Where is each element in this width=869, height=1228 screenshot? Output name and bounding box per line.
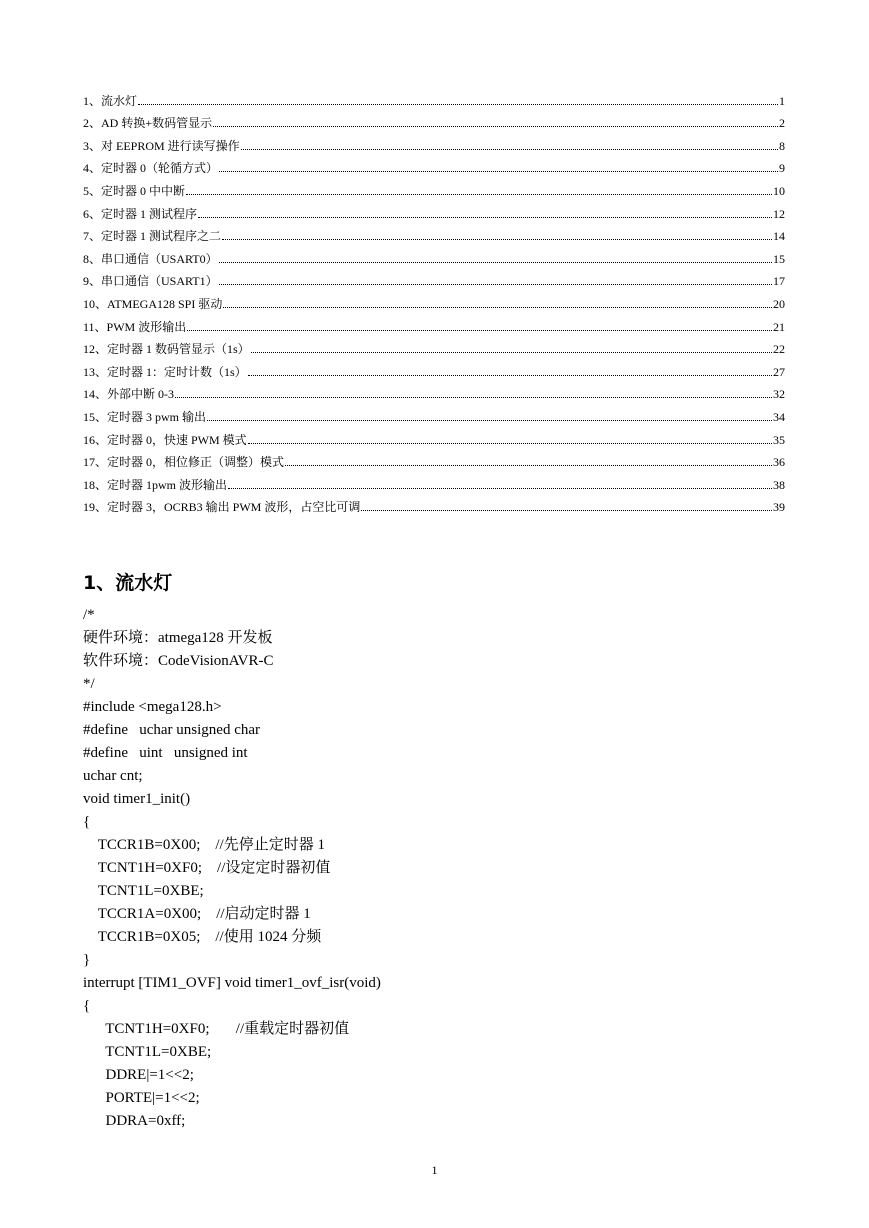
code-line: #define uint unsigned int <box>83 745 248 761</box>
code-line: #include <mega128.h> <box>83 699 222 715</box>
toc-entry-page: 9 <box>779 161 785 176</box>
toc-entry-label: 19、定时器 3，OCRB3 输出 PWM 波形，占空比可调 <box>83 500 361 515</box>
toc-entry[interactable] <box>83 266 785 289</box>
toc-entry-label: 17、定时器 0，相位修正（调整）模式 <box>83 455 285 470</box>
toc-entry-label: 6、定时器 1 测试程序 <box>83 206 198 221</box>
toc-dot-leader <box>186 194 772 195</box>
toc-dot-leader <box>251 352 772 353</box>
toc-entry-label: 4、定时器 0（轮循方式） <box>83 161 219 176</box>
toc-entry-page: 34 <box>773 409 785 424</box>
code-line: TCNT1L=0XBE; <box>83 883 204 899</box>
toc-entry-label: 1、流水灯 <box>83 93 138 108</box>
toc-dot-leader <box>219 284 772 285</box>
toc-entry-label: 18、定时器 1pwm 波形输出 <box>83 477 228 492</box>
toc-entry-label: 10、ATMEGA128 SPI 驱动 <box>83 296 223 311</box>
toc-dot-leader <box>361 510 772 511</box>
toc-entry-page: 2 <box>779 116 785 131</box>
toc-dot-leader <box>248 375 772 376</box>
toc-entry[interactable] <box>83 288 785 311</box>
code-line: TCCR1B=0X05; //使用 1024 分频 <box>83 929 322 945</box>
toc-entry[interactable] <box>83 108 785 131</box>
code-line: uchar cnt; <box>83 768 143 784</box>
toc-entry-page: 36 <box>773 455 785 470</box>
toc-entry-label: 12、定时器 1 数码管显示（1s） <box>83 342 250 357</box>
toc-entry-label: 15、定时器 3 pwm 输出 <box>83 409 207 424</box>
toc-entry-page: 38 <box>773 477 785 492</box>
toc-entry[interactable] <box>83 221 785 244</box>
code-line: */ <box>83 676 95 692</box>
toc-entry-page: 17 <box>773 274 785 289</box>
code-line: DDRE|=1<<2; <box>83 1067 194 1083</box>
toc-dot-leader <box>248 443 772 444</box>
code-line: TCCR1B=0X00; //先停止定时器 1 <box>83 837 325 853</box>
toc-entry-page: 27 <box>773 364 785 379</box>
toc-entry-label: 13、定时器 1：定时计数（1s） <box>83 364 247 379</box>
code-line: void timer1_init() <box>83 791 191 807</box>
toc-entry[interactable] <box>83 311 785 334</box>
toc-dot-leader <box>241 149 778 150</box>
code-line: TCNT1L=0XBE; <box>83 1044 212 1060</box>
toc-entry-page: 15 <box>773 251 785 266</box>
toc-entry[interactable] <box>83 130 785 153</box>
toc-dot-leader <box>285 465 772 466</box>
code-line: PORTE|=1<<2; <box>83 1090 200 1106</box>
toc-entry[interactable] <box>83 153 785 176</box>
toc-entry-label: 11、PWM 波形输出 <box>83 319 187 334</box>
code-line: DDRA=0xff; <box>83 1113 186 1129</box>
code-line: #define uchar unsigned char <box>83 722 261 738</box>
code-line: { <box>83 998 91 1014</box>
toc-entry-page: 32 <box>773 387 785 402</box>
table-of-contents <box>83 85 785 514</box>
toc-entry[interactable] <box>83 85 785 108</box>
code-line: TCCR1A=0X00; //启动定时器 1 <box>83 906 311 922</box>
toc-entry-label: 8、串口通信（USART0） <box>83 251 218 266</box>
toc-entry-label: 5、定时器 0 中中断 <box>83 183 186 198</box>
toc-dot-leader <box>213 126 778 127</box>
toc-entry-page: 39 <box>773 500 785 515</box>
toc-entry[interactable] <box>83 401 785 424</box>
code-line: { <box>83 814 91 830</box>
code-line: } <box>83 952 91 968</box>
toc-entry[interactable] <box>83 424 785 447</box>
toc-entry-page: 20 <box>773 296 785 311</box>
toc-entry[interactable] <box>83 198 785 221</box>
toc-entry-page: 8 <box>779 138 785 153</box>
toc-dot-leader <box>219 262 772 263</box>
toc-entry-label: 9、串口通信（USART1） <box>83 274 218 289</box>
toc-entry[interactable] <box>83 379 785 402</box>
toc-entry[interactable] <box>83 334 785 357</box>
toc-entry[interactable] <box>83 447 785 470</box>
code-line: TCNT1H=0XF0; //重载定时器初值 <box>83 1021 350 1037</box>
toc-entry-label: 14、外部中断 0-3 <box>83 387 174 402</box>
toc-entry[interactable] <box>83 175 785 198</box>
toc-entry[interactable] <box>83 492 785 515</box>
code-block <box>83 604 803 1133</box>
toc-entry-label: 7、定时器 1 测试程序之二 <box>83 229 222 244</box>
toc-entry[interactable] <box>83 469 785 492</box>
toc-entry-page: 14 <box>773 229 785 244</box>
code-line: TCNT1H=0XF0; //设定定时器初值 <box>83 860 331 876</box>
toc-entry-page: 35 <box>773 432 785 447</box>
toc-entry-page: 21 <box>773 319 785 334</box>
toc-entry-page: 22 <box>773 342 785 357</box>
toc-dot-leader <box>222 239 772 240</box>
code-line: 软件环境：CodeVisionAVR-C <box>83 653 274 669</box>
toc-entry[interactable] <box>83 356 785 379</box>
section-heading: 1、流水灯 <box>83 572 173 594</box>
toc-entry-label: 3、对 EEPROM 进行读写操作 <box>83 138 240 153</box>
code-line: /* <box>83 607 95 623</box>
toc-dot-leader <box>219 171 778 172</box>
toc-entry-page: 12 <box>773 206 785 221</box>
toc-entry-label: 2、AD 转换+数码管显示 <box>83 116 213 131</box>
toc-dot-leader <box>207 420 772 421</box>
toc-entry-label: 16、定时器 0，快速 PWM 模式 <box>83 432 247 447</box>
toc-entry[interactable] <box>83 243 785 266</box>
toc-dot-leader <box>187 330 772 331</box>
toc-dot-leader <box>223 307 772 308</box>
code-line: 硬件环境：atmega128 开发板 <box>83 630 273 646</box>
toc-dot-leader <box>138 104 778 105</box>
toc-entry-page: 1 <box>779 93 785 108</box>
code-line: interrupt [TIM1_OVF] void timer1_ovf_isr(void) <box>83 975 381 991</box>
page-number: 1 <box>431 1163 438 1177</box>
toc-dot-leader <box>228 488 772 489</box>
toc-dot-leader <box>175 397 772 398</box>
toc-entry-page: 10 <box>773 183 785 198</box>
toc-dot-leader <box>198 217 772 218</box>
